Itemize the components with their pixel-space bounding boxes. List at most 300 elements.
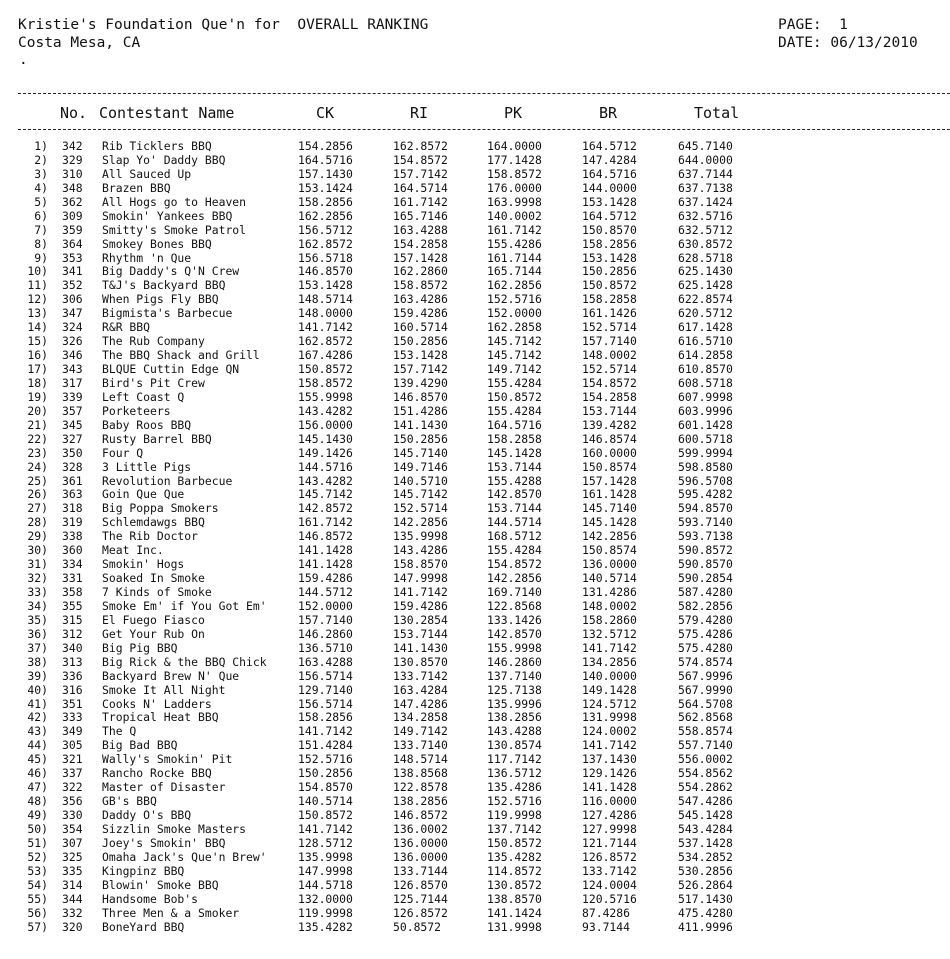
- table-row: [0, 502, 950, 516]
- contestant-name-cell: Smokin' Hogs: [102, 557, 185, 572]
- table-row: [0, 921, 950, 935]
- rank-cell: 35): [27, 612, 48, 627]
- pk-score-cell: 165.7144: [487, 264, 542, 279]
- pk-score-cell: 162.2856: [487, 278, 542, 293]
- br-score-cell: 158.2858: [582, 292, 637, 307]
- contestant-name-cell: Four Q: [102, 445, 144, 460]
- team-number-cell: 310: [62, 166, 83, 181]
- total-score-cell: 593.7140: [678, 515, 733, 530]
- br-score-cell: 144.0000: [582, 180, 637, 195]
- table-row: [0, 698, 950, 712]
- contestant-name-cell: Rhythm 'n Que: [102, 250, 192, 265]
- team-number-cell: 336: [62, 668, 83, 683]
- ri-score-cell: 149.7142: [393, 724, 448, 739]
- pk-score-cell: 144.5714: [487, 515, 542, 530]
- total-score-cell: 595.4282: [678, 487, 733, 502]
- br-score-cell: 132.5712: [582, 626, 637, 641]
- ri-score-cell: 150.2856: [393, 431, 448, 446]
- ri-score-cell: 133.7144: [393, 863, 448, 878]
- ck-score-cell: 143.4282: [298, 473, 353, 488]
- col-header-name: Contestant Name: [99, 104, 235, 122]
- ck-score-cell: 162.8572: [298, 334, 353, 349]
- br-score-cell: 164.5716: [582, 166, 637, 181]
- total-score-cell: 526.2864: [678, 877, 733, 892]
- ri-score-cell: 133.7140: [393, 738, 448, 753]
- rank-cell: 12): [27, 292, 48, 307]
- table-row: [0, 670, 950, 684]
- rank-cell: 52): [27, 849, 48, 864]
- br-score-cell: 120.5716: [582, 891, 637, 906]
- ck-score-cell: 141.7142: [298, 821, 353, 836]
- team-number-cell: 313: [62, 654, 83, 669]
- team-number-cell: 322: [62, 780, 83, 795]
- team-number-cell: 324: [62, 320, 83, 335]
- team-number-cell: 319: [62, 515, 83, 530]
- contestant-name-cell: Bigmista's Barbecue: [102, 306, 233, 321]
- ck-score-cell: 150.8572: [298, 808, 353, 822]
- total-score-cell: 567.9990: [678, 682, 733, 697]
- br-score-cell: 157.7140: [582, 334, 637, 349]
- ck-score-cell: 154.2856: [298, 139, 353, 153]
- ck-score-cell: 144.5718: [298, 877, 353, 892]
- contestant-name-cell: Soaked In Smoke: [102, 571, 205, 586]
- rank-cell: 36): [27, 626, 48, 641]
- total-score-cell: 537.1428: [678, 835, 733, 850]
- pk-score-cell: 150.8572: [487, 835, 542, 850]
- table-row: [0, 530, 950, 544]
- br-score-cell: 129.1426: [582, 766, 637, 781]
- team-number-cell: 328: [62, 459, 83, 474]
- team-number-cell: 363: [62, 487, 83, 502]
- total-score-cell: 617.1428: [678, 320, 733, 335]
- rank-cell: 25): [27, 473, 48, 488]
- contestant-name-cell: BoneYard BBQ: [102, 919, 185, 934]
- ck-score-cell: 151.4284: [298, 738, 353, 753]
- rank-cell: 23): [27, 445, 48, 460]
- contestant-name-cell: Porketeers: [102, 403, 171, 418]
- rank-cell: 32): [27, 571, 48, 586]
- ri-score-cell: 150.2856: [393, 334, 448, 349]
- table-row: [0, 781, 950, 795]
- rank-cell: 1): [34, 139, 48, 153]
- br-score-cell: 148.0002: [582, 348, 637, 363]
- ck-score-cell: 158.2856: [298, 710, 353, 725]
- team-number-cell: 352: [62, 278, 83, 293]
- ri-score-cell: 158.8570: [393, 557, 448, 572]
- rank-cell: 13): [27, 306, 48, 321]
- ri-score-cell: 125.7144: [393, 891, 448, 906]
- br-score-cell: 148.0002: [582, 598, 637, 613]
- ri-score-cell: 138.2856: [393, 794, 448, 809]
- br-score-cell: 153.1428: [582, 250, 637, 265]
- ri-score-cell: 136.0002: [393, 821, 448, 836]
- br-score-cell: 152.5714: [582, 320, 637, 335]
- total-score-cell: 590.8572: [678, 543, 733, 558]
- team-number-cell: 355: [62, 598, 83, 613]
- contestant-name-cell: Kingpinz BBQ: [102, 863, 185, 878]
- rank-cell: 29): [27, 529, 48, 544]
- total-score-cell: 593.7138: [678, 529, 733, 544]
- br-score-cell: 131.4286: [582, 585, 637, 599]
- ri-score-cell: 152.5714: [393, 501, 448, 516]
- table-row: [0, 725, 950, 739]
- ck-score-cell: 144.5712: [298, 585, 353, 599]
- pk-score-cell: 176.0000: [487, 180, 542, 195]
- col-header-ri: RI: [410, 104, 429, 122]
- ri-score-cell: 130.2854: [393, 612, 448, 627]
- ri-score-cell: 126.8572: [393, 905, 448, 920]
- contestant-name-cell: Rancho Rocke BBQ: [102, 766, 212, 781]
- ck-score-cell: 146.8570: [298, 264, 353, 279]
- team-number-cell: 343: [62, 362, 83, 376]
- team-number-cell: 356: [62, 794, 83, 809]
- table-row: [0, 475, 950, 489]
- ck-score-cell: 152.5716: [298, 752, 353, 767]
- table-row: [0, 391, 950, 405]
- rank-cell: 17): [27, 362, 48, 376]
- rank-cell: 34): [27, 598, 48, 613]
- team-number-cell: 348: [62, 180, 83, 195]
- table-row: [0, 907, 950, 921]
- table-row: [0, 363, 950, 377]
- pk-score-cell: 164.0000: [487, 139, 542, 153]
- pk-score-cell: 177.1428: [487, 152, 542, 167]
- contestant-name-cell: Blowin' Smoke BBQ: [102, 877, 219, 892]
- pk-score-cell: 155.4284: [487, 375, 542, 390]
- br-score-cell: 127.9998: [582, 821, 637, 836]
- ck-score-cell: 156.0000: [298, 417, 353, 432]
- pk-score-cell: 137.7142: [487, 821, 542, 836]
- rank-cell: 40): [27, 682, 48, 697]
- team-number-cell: 345: [62, 417, 83, 432]
- table-row: [0, 572, 950, 586]
- contestant-name-cell: Big Rick & the BBQ Chick: [102, 654, 267, 669]
- table-row: [0, 210, 950, 224]
- pk-score-cell: 163.9998: [487, 194, 542, 209]
- rank-cell: 51): [27, 835, 48, 850]
- br-score-cell: 158.2856: [582, 236, 637, 251]
- br-score-cell: 145.7140: [582, 501, 637, 516]
- contestant-name-cell: Baby Roos BBQ: [102, 417, 192, 432]
- rank-cell: 54): [27, 877, 48, 892]
- ranking-table: [0, 140, 950, 934]
- ck-score-cell: 163.4288: [298, 654, 353, 669]
- table-row: [0, 614, 950, 628]
- ck-score-cell: 156.5712: [298, 222, 353, 237]
- contestant-name-cell: Smitty's Smoke Patrol: [102, 222, 247, 237]
- br-score-cell: 131.9998: [582, 710, 637, 725]
- ri-score-cell: 157.7142: [393, 166, 448, 181]
- ri-score-cell: 154.8572: [393, 152, 448, 167]
- total-score-cell: 632.5716: [678, 208, 733, 223]
- contestant-name-cell: Big Poppa Smokers: [102, 501, 219, 516]
- table-row: [0, 488, 950, 502]
- pk-score-cell: 154.8572: [487, 557, 542, 572]
- ck-score-cell: 145.7142: [298, 487, 353, 502]
- pk-score-cell: 162.2858: [487, 320, 542, 335]
- pk-score-cell: 142.8570: [487, 487, 542, 502]
- contestant-name-cell: GB's BBQ: [102, 794, 157, 809]
- rank-cell: 24): [27, 459, 48, 474]
- br-score-cell: 140.0000: [582, 668, 637, 683]
- ck-score-cell: 150.8572: [298, 362, 353, 376]
- contestant-name-cell: BLQUE Cuttin Edge QN: [102, 362, 240, 376]
- ri-score-cell: 143.4286: [393, 543, 448, 558]
- table-row: [0, 349, 950, 363]
- ri-score-cell: 159.4286: [393, 306, 448, 321]
- total-score-cell: 637.1424: [678, 194, 733, 209]
- total-score-cell: 622.8574: [678, 292, 733, 307]
- contestant-name-cell: R&R BBQ: [102, 320, 151, 335]
- contestant-name-cell: Cooks N' Ladders: [102, 696, 212, 711]
- team-number-cell: 327: [62, 431, 83, 446]
- table-row: [0, 321, 950, 335]
- table-row: [0, 893, 950, 907]
- contestant-name-cell: Omaha Jack's Que'n Brew': [102, 849, 267, 864]
- pk-score-cell: 117.7142: [487, 752, 542, 767]
- ck-score-cell: 148.5714: [298, 292, 353, 307]
- rank-cell: 16): [27, 348, 48, 363]
- ri-score-cell: 138.8568: [393, 766, 448, 781]
- contestant-name-cell: Master of Disaster: [102, 780, 226, 795]
- pk-score-cell: 143.4288: [487, 724, 542, 739]
- ck-score-cell: 153.1428: [298, 278, 353, 293]
- table-row: [0, 628, 950, 642]
- contestant-name-cell: T&J's Backyard BBQ: [102, 278, 226, 293]
- contestant-name-cell: Smokey Bones BBQ: [102, 236, 212, 251]
- team-number-cell: 326: [62, 334, 83, 349]
- pk-score-cell: 155.4288: [487, 473, 542, 488]
- rank-cell: 45): [27, 752, 48, 767]
- pk-score-cell: 130.8572: [487, 877, 542, 892]
- col-header-br: BR: [599, 104, 618, 122]
- rank-cell: 7): [34, 222, 48, 237]
- table-row: [0, 516, 950, 530]
- contestant-name-cell: Brazen BBQ: [102, 180, 171, 195]
- pk-score-cell: 138.2856: [487, 710, 542, 725]
- total-score-cell: 590.8570: [678, 557, 733, 572]
- rank-cell: 9): [34, 250, 48, 265]
- total-score-cell: 534.2852: [678, 849, 733, 864]
- pk-score-cell: 125.7138: [487, 682, 542, 697]
- team-number-cell: 312: [62, 626, 83, 641]
- team-number-cell: 346: [62, 348, 83, 363]
- ri-score-cell: 163.4284: [393, 682, 448, 697]
- contestant-name-cell: Rib Ticklers BBQ: [102, 139, 212, 153]
- br-score-cell: 164.5712: [582, 139, 637, 153]
- team-number-cell: 357: [62, 403, 83, 418]
- table-row: [0, 293, 950, 307]
- pk-score-cell: 135.4282: [487, 849, 542, 864]
- ri-score-cell: 146.8572: [393, 808, 448, 822]
- pk-score-cell: 158.2858: [487, 431, 542, 446]
- ri-score-cell: 163.4288: [393, 222, 448, 237]
- pk-score-cell: 158.8572: [487, 166, 542, 181]
- br-score-cell: 154.8572: [582, 375, 637, 390]
- ck-score-cell: 146.2860: [298, 626, 353, 641]
- pk-score-cell: 169.7140: [487, 585, 542, 599]
- team-number-cell: 353: [62, 250, 83, 265]
- pk-score-cell: 114.8572: [487, 863, 542, 878]
- team-number-cell: 325: [62, 849, 83, 864]
- ri-score-cell: 163.4286: [393, 292, 448, 307]
- total-score-cell: 625.1428: [678, 278, 733, 293]
- ri-score-cell: 153.1428: [393, 348, 448, 363]
- contestant-name-cell: The Q: [102, 724, 137, 739]
- pk-score-cell: 153.7144: [487, 459, 542, 474]
- table-row: [0, 196, 950, 210]
- team-number-cell: 358: [62, 585, 83, 599]
- team-number-cell: 341: [62, 264, 83, 279]
- rank-cell: 19): [27, 389, 48, 404]
- br-score-cell: 161.1428: [582, 487, 637, 502]
- pk-score-cell: 155.4284: [487, 403, 542, 418]
- contestant-name-cell: The BBQ Shack and Grill: [102, 348, 260, 363]
- total-score-cell: 545.1428: [678, 808, 733, 822]
- pk-score-cell: 131.9998: [487, 919, 542, 934]
- total-score-cell: 547.4286: [678, 794, 733, 809]
- divider-header: [18, 129, 950, 130]
- total-score-cell: 632.5712: [678, 222, 733, 237]
- br-score-cell: 141.7142: [582, 640, 637, 655]
- contestant-name-cell: The Rib Doctor: [102, 529, 199, 544]
- ri-score-cell: 134.2858: [393, 710, 448, 725]
- contestant-name-cell: Wally's Smokin' Pit: [102, 752, 233, 767]
- pk-score-cell: 133.1426: [487, 612, 542, 627]
- pk-score-cell: 145.1428: [487, 445, 542, 460]
- table-row: [0, 168, 950, 182]
- contestant-name-cell: Goin Que Que: [102, 487, 185, 502]
- total-score-cell: 579.4280: [678, 612, 733, 627]
- team-number-cell: 347: [62, 306, 83, 321]
- rank-cell: 42): [27, 710, 48, 725]
- rank-cell: 2): [34, 152, 48, 167]
- table-row: [0, 238, 950, 252]
- rank-cell: 26): [27, 487, 48, 502]
- rank-cell: 30): [27, 543, 48, 558]
- rank-cell: 47): [27, 780, 48, 795]
- total-score-cell: 543.4284: [678, 821, 733, 836]
- pk-score-cell: 152.0000: [487, 306, 542, 321]
- contestant-name-cell: Get Your Rub On: [102, 626, 205, 641]
- br-score-cell: 124.0002: [582, 724, 637, 739]
- br-score-cell: 124.5712: [582, 696, 637, 711]
- rank-cell: 28): [27, 515, 48, 530]
- col-header-total: Total: [694, 104, 740, 122]
- ri-score-cell: 153.7144: [393, 626, 448, 641]
- ck-score-cell: 149.1426: [298, 445, 353, 460]
- total-score-cell: 603.9996: [678, 403, 733, 418]
- total-score-cell: 558.8574: [678, 724, 733, 739]
- total-score-cell: 575.4286: [678, 626, 733, 641]
- rank-cell: 49): [27, 808, 48, 822]
- team-number-cell: 354: [62, 821, 83, 836]
- ri-score-cell: 139.4290: [393, 375, 448, 390]
- br-score-cell: 126.8572: [582, 849, 637, 864]
- team-number-cell: 306: [62, 292, 83, 307]
- ri-score-cell: 142.2856: [393, 515, 448, 530]
- ck-score-cell: 162.2856: [298, 208, 353, 223]
- table-row: [0, 656, 950, 670]
- table-row: [0, 279, 950, 293]
- col-header-pk: PK: [504, 104, 523, 122]
- table-row: [0, 265, 950, 279]
- pk-score-cell: 153.7144: [487, 501, 542, 516]
- ck-score-cell: 147.9998: [298, 863, 353, 878]
- br-score-cell: 124.0004: [582, 877, 637, 892]
- ck-score-cell: 159.4286: [298, 571, 353, 586]
- team-number-cell: 342: [62, 139, 83, 153]
- ri-score-cell: 162.8572: [393, 139, 448, 153]
- ri-score-cell: 157.1428: [393, 250, 448, 265]
- br-score-cell: 153.1428: [582, 194, 637, 209]
- total-score-cell: 644.0000: [678, 152, 733, 167]
- rank-cell: 31): [27, 557, 48, 572]
- table-row: [0, 405, 950, 419]
- ck-score-cell: 135.9998: [298, 849, 353, 864]
- col-header-ck: CK: [316, 104, 335, 122]
- rank-cell: 44): [27, 738, 48, 753]
- total-score-cell: 620.5712: [678, 306, 733, 321]
- total-score-cell: 599.9994: [678, 445, 733, 460]
- team-number-cell: 361: [62, 473, 83, 488]
- total-score-cell: 590.2854: [678, 571, 733, 586]
- rank-cell: 18): [27, 375, 48, 390]
- total-score-cell: 608.5718: [678, 375, 733, 390]
- ck-score-cell: 158.2856: [298, 194, 353, 209]
- ck-score-cell: 157.7140: [298, 612, 353, 627]
- report-title: Kristie's Foundation Que'n for OVERALL RANKING: [18, 17, 429, 33]
- total-score-cell: 587.4280: [678, 585, 733, 599]
- team-number-cell: 314: [62, 877, 83, 892]
- total-score-cell: 582.2856: [678, 598, 733, 613]
- table-row: [0, 335, 950, 349]
- ck-score-cell: 156.5718: [298, 250, 353, 265]
- ck-score-cell: 148.0000: [298, 306, 353, 321]
- total-score-cell: 567.9996: [678, 668, 733, 683]
- table-row: [0, 558, 950, 572]
- pk-score-cell: 161.7142: [487, 222, 542, 237]
- contestant-name-cell: All Sauced Up: [102, 166, 192, 181]
- ri-score-cell: 157.7142: [393, 362, 448, 376]
- table-row: [0, 419, 950, 433]
- ck-score-cell: 150.2856: [298, 766, 353, 781]
- team-number-cell: 359: [62, 222, 83, 237]
- table-row: [0, 252, 950, 266]
- total-score-cell: 594.8570: [678, 501, 733, 516]
- team-number-cell: 335: [62, 863, 83, 878]
- ri-score-cell: 135.9998: [393, 529, 448, 544]
- br-score-cell: 121.7144: [582, 835, 637, 850]
- ck-score-cell: 144.5716: [298, 459, 353, 474]
- total-score-cell: 556.0002: [678, 752, 733, 767]
- team-number-cell: 330: [62, 808, 83, 822]
- table-row: [0, 433, 950, 447]
- rank-cell: 11): [27, 278, 48, 293]
- ri-score-cell: 161.7142: [393, 194, 448, 209]
- ri-score-cell: 141.1430: [393, 640, 448, 655]
- ck-score-cell: 167.4286: [298, 348, 353, 363]
- pk-score-cell: 136.5712: [487, 766, 542, 781]
- rank-cell: 27): [27, 501, 48, 516]
- br-score-cell: 136.0000: [582, 557, 637, 572]
- table-row: [0, 600, 950, 614]
- contestant-name-cell: Backyard Brew N' Que: [102, 668, 240, 683]
- br-score-cell: 133.7142: [582, 863, 637, 878]
- team-number-cell: 307: [62, 835, 83, 850]
- ri-score-cell: 122.8578: [393, 780, 448, 795]
- br-score-cell: 164.5712: [582, 208, 637, 223]
